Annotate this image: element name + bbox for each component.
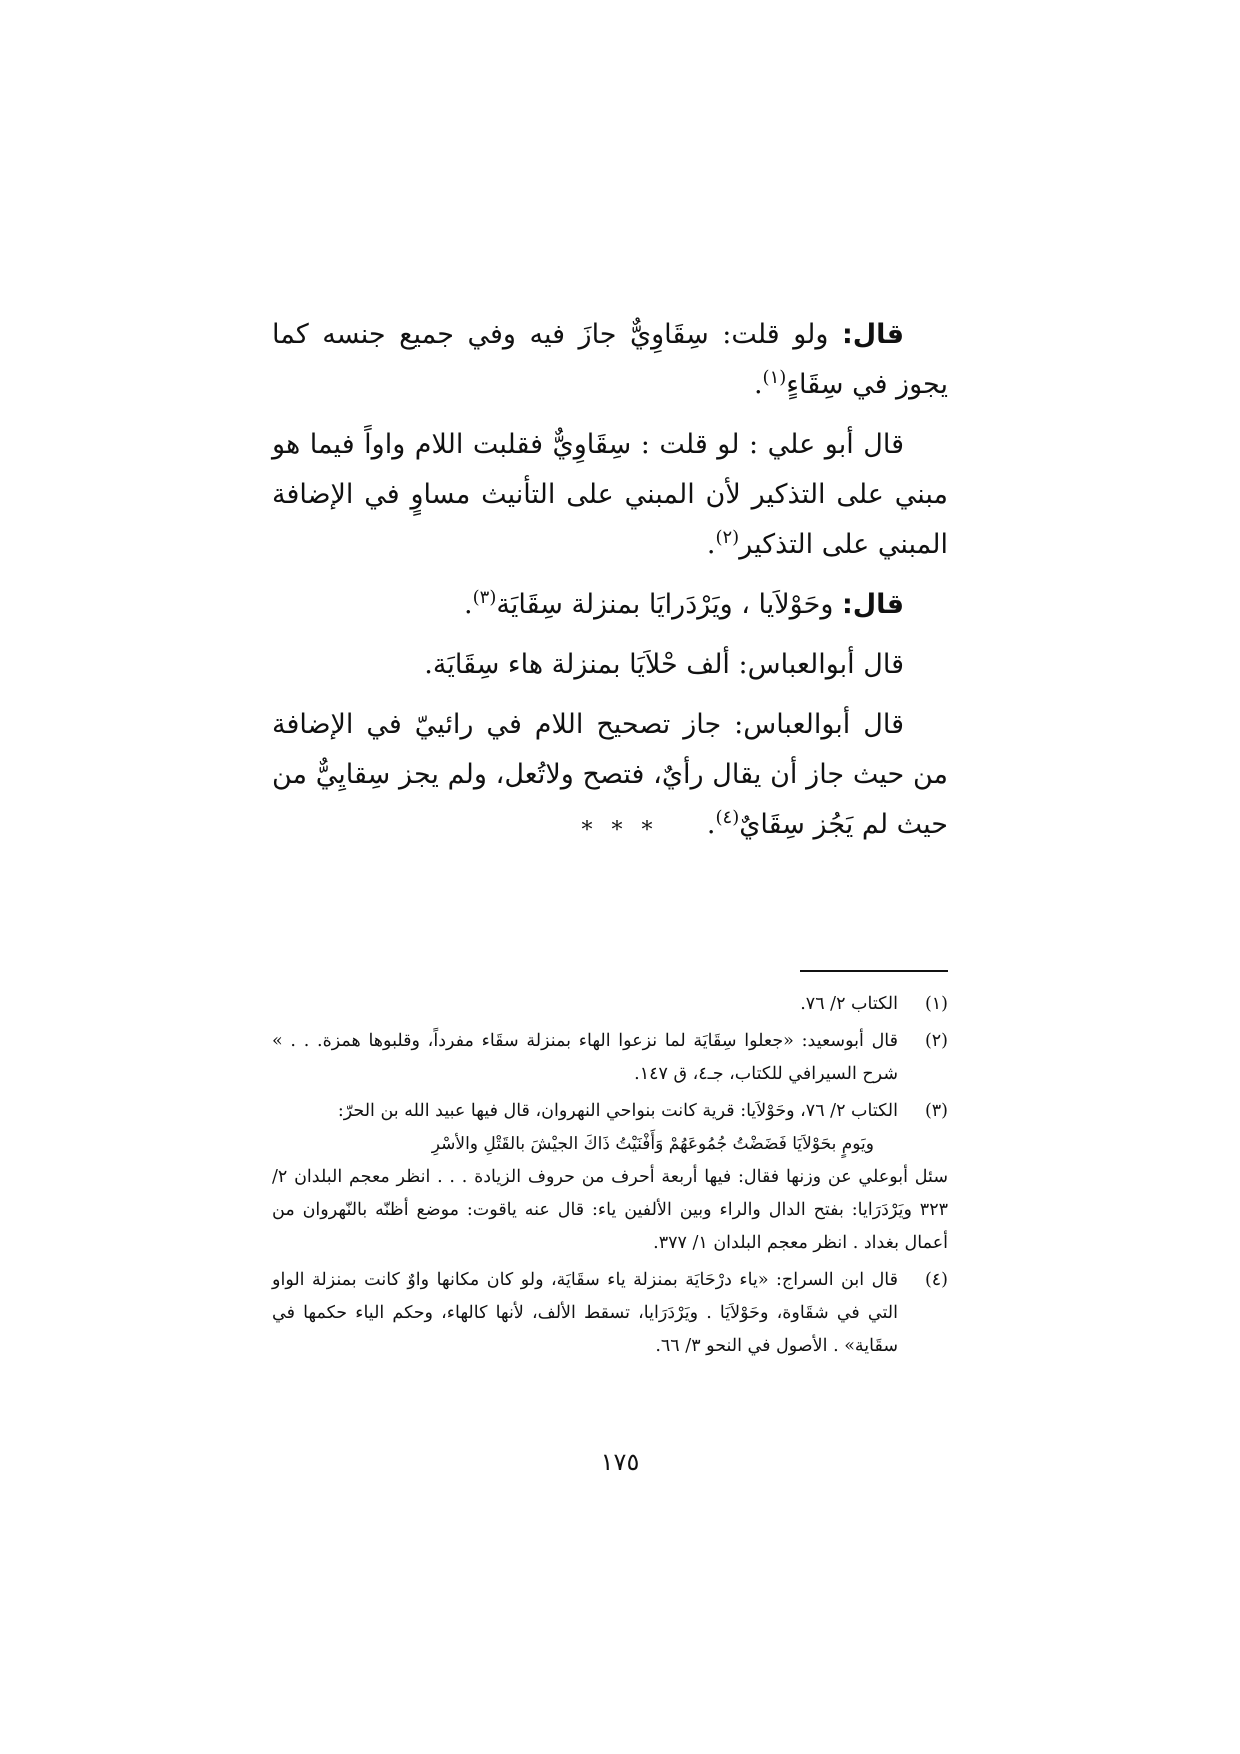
paragraph-1: [272, 310, 948, 410]
paragraph-text: ولو قلت: سِقَاوِيٌّ جازَ فيه وفي جميع جنسه كما يجوز في سِقَاءٍ: [272, 319, 948, 400]
footnote-rule: [800, 970, 948, 972]
footnote-text: الكتاب ٢/ ٧٦.: [800, 994, 898, 1014]
paragraph-end: .: [706, 809, 716, 840]
paragraph-text: قال أبوالعباس: جاز تصحيح اللام في رائييّ في الإضافة من حيث جاز أن يقال رأيٌ، فتصح ولاتُعل، ولم يجز سِقايِيٌّ من حيث لم يَجُز سِقَايٌ: [272, 709, 948, 840]
paragraph-text: قال أبوالعباس: ألف حْلاَيَا بمنزلة هاء سِقَايَة.: [424, 649, 904, 680]
paragraph-text: قال أبو علي : لو قلت : سِقَاوِيٌّ فقلبت اللام واواً فيما هو مبني على التذكير لأن المبني على التأنيث مساوٍ في الإضافة المبني على التذكير: [272, 429, 948, 560]
footnote-text: الكتاب ٢/ ٧٦، وحَوْلاَيا: قرية كانت بنواحي النهروان، قال فيها عبيد الله بن الحرّ:: [337, 1101, 898, 1121]
section-separator: * * *: [581, 818, 659, 843]
footnote-marker: (٢): [715, 527, 740, 548]
footnote-poem-verse: ويَومٍ بحَوْلاَيَا فَضَضْتُ جُمُوعَهُمْ وَأَفْنَيْتُ ذَاكَ الجيْشَ بالقَتْلِ والأسْرِ: [431, 1134, 874, 1154]
footnote-1: [272, 988, 948, 1021]
paragraph-3: [272, 580, 948, 630]
footnote-text: قال ابن السراج: «ياء درْحَايَة بمنزلة ياء سقَايَة، ولو كان مكانها واوٌ كانت بمنزلة الواو التي في شقَاوة، وحَوْلاَيَا . ويَرْدَرَايا، تسقط الألف، لأنها كالهاء، وحكم الياء حكمها في سقَاية» . الأصول في النحو ٣/ ٦٦.: [272, 1270, 898, 1356]
paragraph-lead: قال:: [841, 589, 904, 620]
footnote-continuation: سئل أبوعلي عن وزنها فقال: فيها أربعة أحرف من حروف الزيادة . . . انظر معجم البلدان ٢/ ٣٢٣ ويَرْدَرَايا: بفتح الدال والراء وبين الألفين ياء: قال عنه ياقوت: موضع أظنّه بالنّهروان من أعمال بغداد . انظر معجم البلدان ١/ ٣٧٧.: [272, 1167, 948, 1253]
footnote-2: [272, 1025, 948, 1091]
paragraph-2: [272, 420, 948, 570]
footnote-3: [272, 1095, 948, 1260]
paragraph-end: .: [464, 589, 473, 620]
footnote-marker: (٣): [472, 587, 497, 608]
paragraph-end: .: [753, 369, 763, 400]
footnote-marker: (٤): [715, 807, 740, 828]
footnote-text: قال أبوسعيد: «جعلوا سِقَايَة لما نزعوا الهاء بمنزلة سقَاء مفرداً، وقلبوها همزة. . . » شرح السيرافي للكتاب، جـ٤، ق ١٤٧.: [272, 1031, 898, 1084]
footnote-number: (٣): [924, 1101, 948, 1121]
main-text: [272, 310, 948, 860]
page-number: ١٧٥: [600, 1448, 640, 1476]
paragraph-text: وحَوْلاَيا ، ويَرْدَرايَا بمنزلة سِقَايَة: [496, 589, 842, 620]
footnote-number: (٤): [924, 1270, 948, 1290]
paragraph-end: .: [706, 529, 716, 560]
footnote-marker: (١): [762, 367, 787, 388]
footnote-number: (٢): [924, 1031, 948, 1051]
footnote-4: [272, 1264, 948, 1363]
paragraph-4: [272, 640, 948, 690]
footnotes: [272, 988, 948, 1367]
footnote-number: (١): [924, 994, 948, 1014]
paragraph-lead: قال:: [841, 319, 904, 350]
